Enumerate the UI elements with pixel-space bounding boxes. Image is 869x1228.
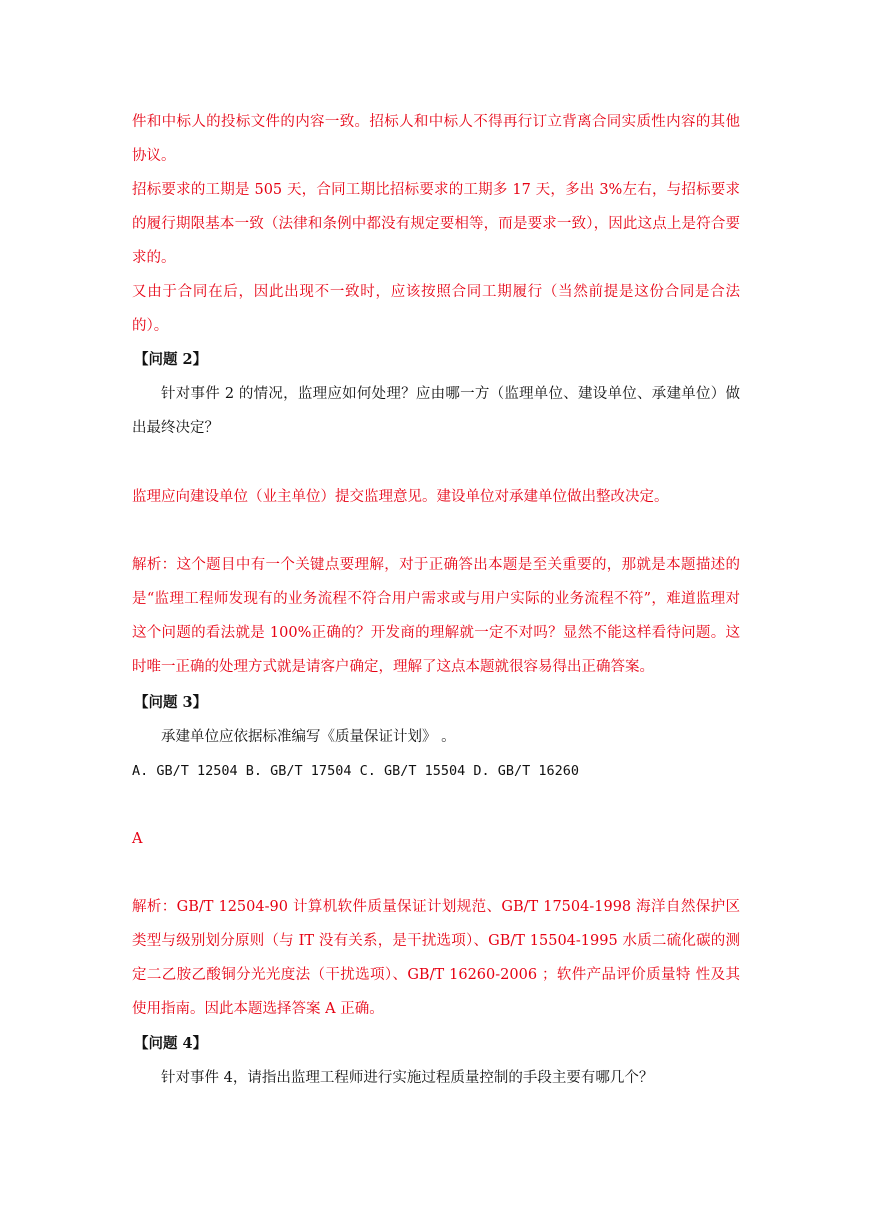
answer1-paragraph-1: 件和中标人的投标文件的内容一致。招标人和中标人不得再行订立背离合同实质性内容的其他协议。 — [132, 114, 740, 164]
question3-options: A. GB/T 12504 B. GB/T 17504 C. GB/T 15504 D. GB/T 16260 — [132, 763, 580, 779]
question3-answer: A — [132, 831, 143, 847]
question3-analysis: 解析：GB/T 12504-90 计算机软件质量保证计划规范、GB/T 17504-1998 海洋自然保护区 类型与级别划分原则（与 IT 没有关系，是干扰选项）、GB/T 15504-1995 水质二硫化碳的测定二乙胺乙酸铜分光光度法（干扰选项）、GB/T 16260-2006 ；软件产品评价质量特 性及其使用指南。因此本题选择答案 A 正确。 — [132, 899, 740, 1017]
question2-heading: 【问题 2】 — [134, 351, 208, 368]
question4-text: 针对事件 4，请指出监理工程师进行实施过程质量控制的手段主要有哪几个？ — [161, 1070, 654, 1086]
answer1-paragraph-2: 招标要求的工期是 505 天，合同工期比招标要求的工期多 17 天，多出 3%左右，与招标要求的履行期限基本一致（法律和条例中都没有规定要相等，而是要求一致），因此这点上是符合要求的。 — [132, 182, 740, 266]
question2-answer: 监理应向建设单位（业主单位）提交监理意见。建设单位对承建单位做出整改决定。 — [132, 489, 669, 505]
question3-heading: 【问题 3】 — [134, 694, 208, 711]
question2-text: 针对事件 2 的情况，监理应如何处理？应由哪一方（监理单位、建设单位、承建单位）做出最终决定？ — [132, 386, 740, 436]
question4-heading: 【问题 4】 — [134, 1035, 208, 1052]
question3-text: 承建单位应依据标准编写《质量保证计划》 。 — [161, 729, 456, 745]
question2-analysis: 解析：这个题目中有一个关键点要理解，对于正确答出本题是至关重要的，那就是本题描述的是“监理工程师发现有的业务流程不符合用户需求或与用户实际的业务流程不符”，难道监理对这个问题的看法就是 100%正确的？开发商的理解就一定不对吗？显然不能这样看待问题。这时唯一正确的处理方式就是请客户确定，理解了这点本题就很容易得出正确答案。 — [132, 557, 740, 675]
answer1-paragraph-3: 又由于合同在后，因此出现不一致时，应该按照合同工期履行（当然前提是这份合同是合法的）。 — [132, 284, 740, 334]
